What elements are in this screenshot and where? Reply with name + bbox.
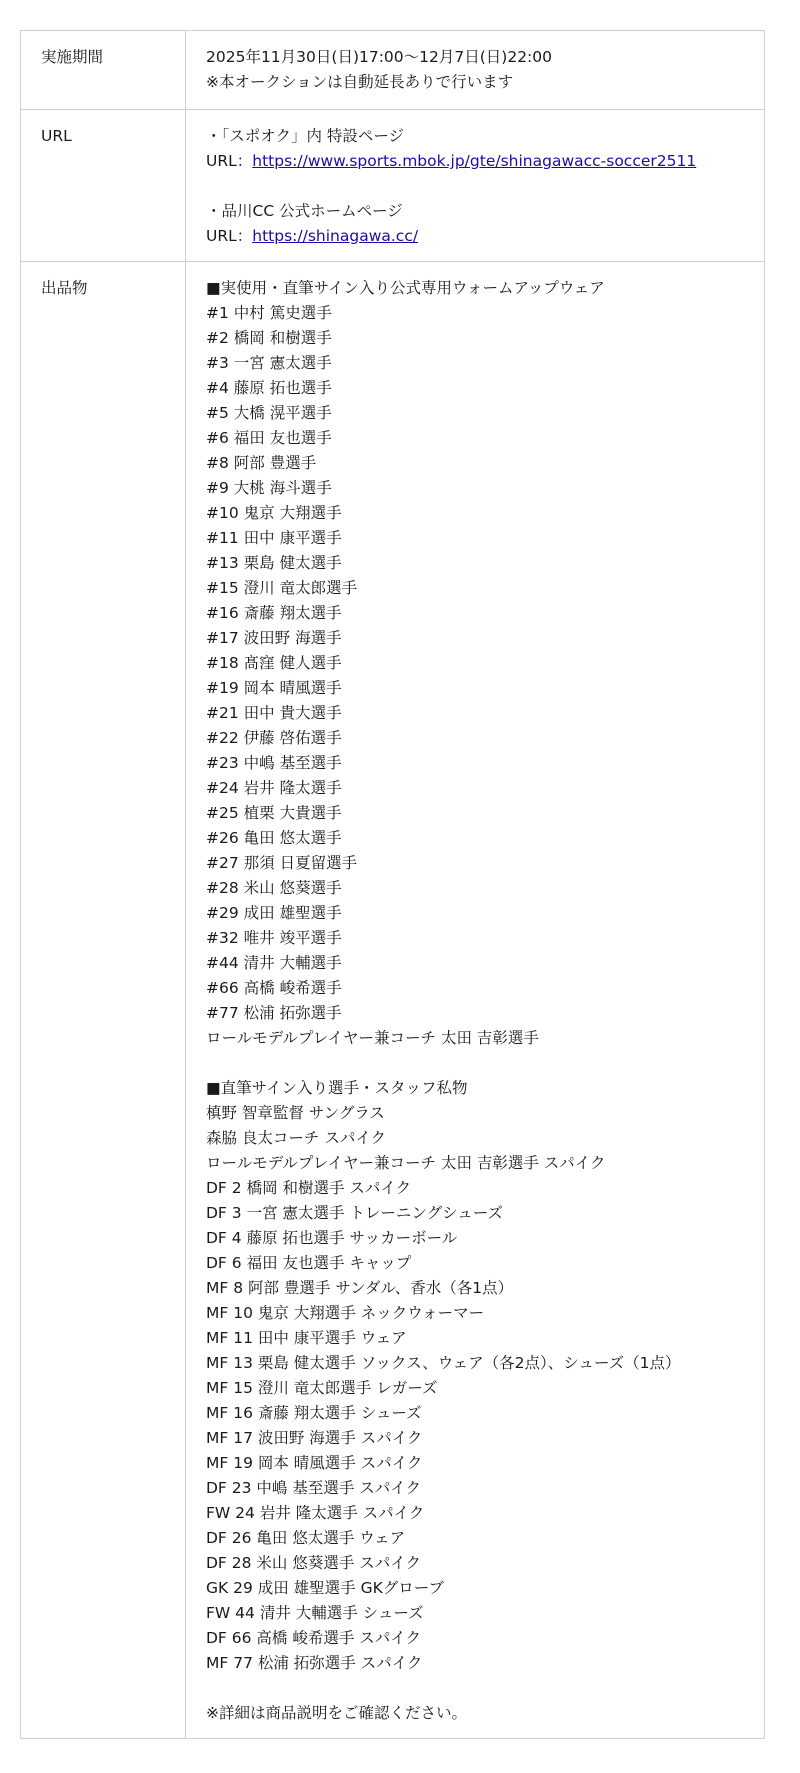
url-label: URL <box>21 110 186 262</box>
list-item: #4 藤原 拓也選手 <box>206 379 332 397</box>
list-item: #9 大桃 海斗選手 <box>206 479 332 497</box>
list-item: MF 8 阿部 豊選手 サンダル、香水（各1点） <box>206 1279 514 1297</box>
list-item: #26 亀田 悠太選手 <box>206 829 342 847</box>
list-item: MF 17 波田野 海選手 スパイク <box>206 1429 423 1447</box>
list-item: #3 一宮 憲太選手 <box>206 354 332 372</box>
section2-heading: ■直筆サイン入り選手・スタッフ私物 <box>206 1079 468 1097</box>
list-item: MF 11 田中 康平選手 ウェア <box>206 1329 407 1347</box>
list-item: ロールモデルプレイヤー兼コーチ 太田 吉彰選手 <box>206 1029 539 1047</box>
list-item: MF 77 松浦 拓弥選手 スパイク <box>206 1654 423 1672</box>
period-value <box>186 31 765 110</box>
list-item: MF 15 澄川 竜太郎選手 レガーズ <box>206 1379 438 1397</box>
list-item: #23 中嶋 基至選手 <box>206 754 342 772</box>
list-item: #27 那須 日夏留選手 <box>206 854 358 872</box>
spacer <box>206 1051 744 1076</box>
list-item: DF 2 橋岡 和樹選手 スパイク <box>206 1179 412 1197</box>
list-item: DF 6 福田 友也選手 キャップ <box>206 1254 412 1272</box>
list-item: DF 3 一宮 憲太選手 トレーニングシューズ <box>206 1204 504 1222</box>
period-dates: 2025年11月30日(日)17:00〜12月7日(日)22:00 <box>206 48 553 66</box>
list-item: DF 23 中嶋 基至選手 スパイク <box>206 1479 421 1497</box>
list-item: #11 田中 康平選手 <box>206 529 342 547</box>
list-item: #29 成田 雄聖選手 <box>206 904 342 922</box>
spacer <box>206 174 744 199</box>
list-item: #28 米山 悠葵選手 <box>206 879 342 897</box>
items-note: ※詳細は商品説明をご確認ください。 <box>206 1704 467 1722</box>
items-label: 出品物 <box>21 262 186 1739</box>
site-url-line-official <box>206 224 744 249</box>
list-item: #16 斎藤 翔太選手 <box>206 604 342 622</box>
list-item: #10 鬼京 大翔選手 <box>206 504 342 522</box>
auction-info-table <box>20 30 765 1739</box>
list-item: MF 16 斎藤 翔太選手 シューズ <box>206 1404 422 1422</box>
list-item: 槙野 智章監督 サングラス <box>206 1104 385 1122</box>
list-item: #32 唯井 竣平選手 <box>206 929 342 947</box>
url-prefix: URL： <box>206 152 253 170</box>
official-homepage-link[interactable]: https://shinagawa.cc/ <box>252 227 419 245</box>
list-item: #15 澄川 竜太郎選手 <box>206 579 358 597</box>
period-note: ※本オークションは自動延長ありで行います <box>206 73 514 91</box>
row-items <box>21 262 765 1739</box>
list-item: DF 28 米山 悠葵選手 スパイク <box>206 1554 421 1572</box>
url-prefix: URL： <box>206 227 253 245</box>
list-item: #25 植栗 大貴選手 <box>206 804 342 822</box>
items-value <box>186 262 765 1739</box>
list-item: ロールモデルプレイヤー兼コーチ 太田 吉彰選手 スパイク <box>206 1154 606 1172</box>
site-title-official: ・品川CC 公式ホームページ <box>206 202 403 220</box>
list-item: 森脇 良太コーチ スパイク <box>206 1129 387 1147</box>
list-item: MF 13 栗島 健太選手 ソックス、ウェア（各2点）、シューズ（1点） <box>206 1354 681 1372</box>
list-item: #8 阿部 豊選手 <box>206 454 317 472</box>
list-item: #2 橋岡 和樹選手 <box>206 329 332 347</box>
list-item: #22 伊藤 啓佑選手 <box>206 729 342 747</box>
list-item: DF 26 亀田 悠太選手 ウェア <box>206 1529 406 1547</box>
list-item: DF 4 藤原 拓也選手 サッカーボール <box>206 1229 458 1247</box>
list-item: #44 清井 大輔選手 <box>206 954 342 972</box>
row-period <box>21 31 765 110</box>
special-page-link[interactable]: https://www.sports.mbok.jp/gte/shinagawacc-soccer2511 <box>252 152 697 170</box>
list-item: FW 44 清井 大輔選手 シューズ <box>206 1604 424 1622</box>
list-item: DF 66 高橋 峻希選手 スパイク <box>206 1629 421 1647</box>
personal-items-list <box>206 1101 744 1676</box>
site-title-sports-oku: ・「スポオク」内 特設ページ <box>206 127 405 145</box>
list-item: #18 髙窪 健人選手 <box>206 654 342 672</box>
list-item: #13 栗島 健太選手 <box>206 554 342 572</box>
list-item: #17 波田野 海選手 <box>206 629 342 647</box>
list-item: MF 19 岡本 晴風選手 スパイク <box>206 1454 423 1472</box>
spacer <box>206 1676 744 1701</box>
period-label: 実施期間 <box>21 31 186 110</box>
list-item: #66 高橋 峻希選手 <box>206 979 342 997</box>
url-value <box>186 110 765 262</box>
warmup-wear-list <box>206 301 744 1051</box>
site-url-line-sports-oku <box>206 149 744 174</box>
list-item: #19 岡本 晴風選手 <box>206 679 342 697</box>
list-item: MF 10 鬼京 大翔選手 ネックウォーマー <box>206 1304 485 1322</box>
row-url <box>21 110 765 262</box>
list-item: #21 田中 貴大選手 <box>206 704 342 722</box>
list-item: #77 松浦 拓弥選手 <box>206 1004 342 1022</box>
list-item: #6 福田 友也選手 <box>206 429 332 447</box>
list-item: GK 29 成田 雄聖選手 GKグローブ <box>206 1579 445 1597</box>
list-item: #1 中村 篤史選手 <box>206 304 332 322</box>
section1-heading: ■実使用・直筆サイン入り公式専用ウォームアップウェア <box>206 279 605 297</box>
list-item: #24 岩井 隆太選手 <box>206 779 342 797</box>
list-item: FW 24 岩井 隆太選手 スパイク <box>206 1504 425 1522</box>
list-item: #5 大橋 滉平選手 <box>206 404 332 422</box>
